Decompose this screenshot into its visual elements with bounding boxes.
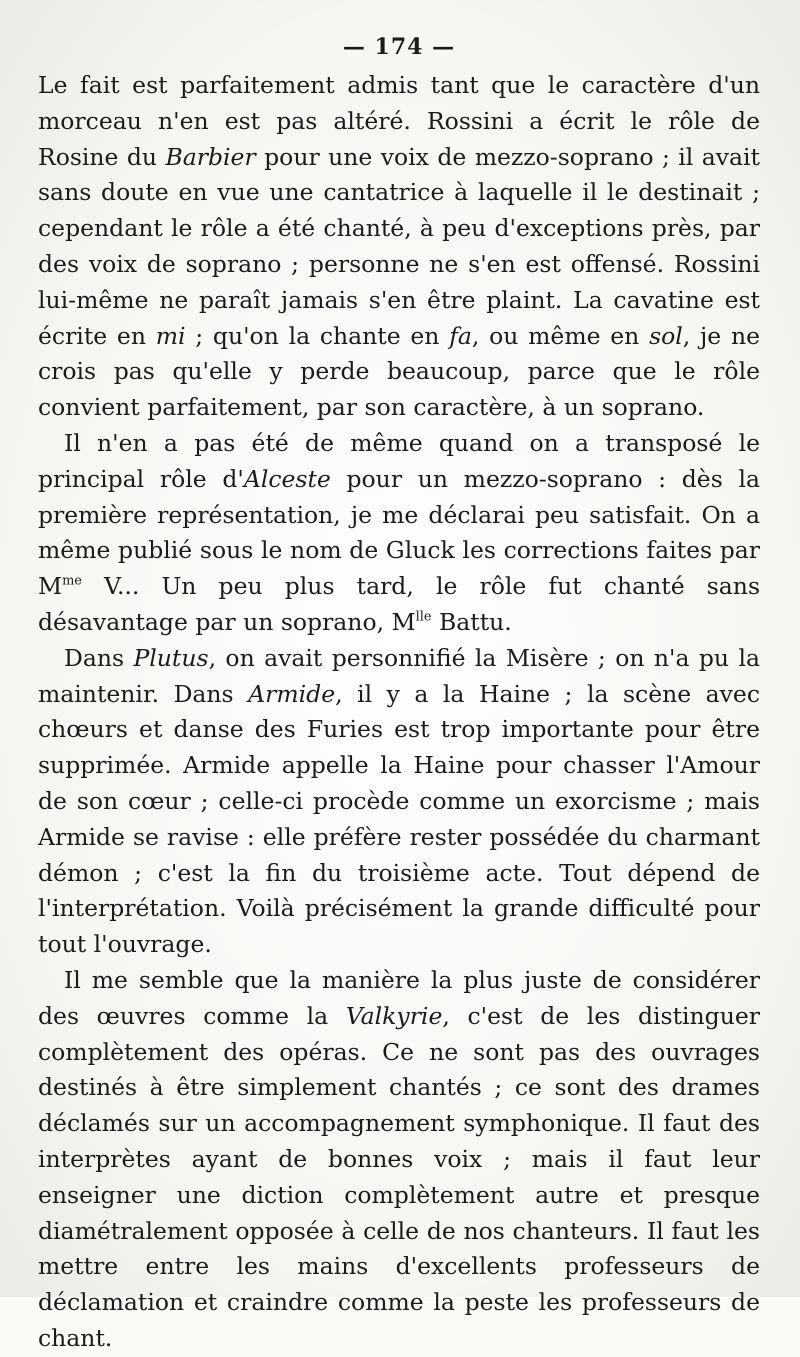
text-run: V... Un peu plus tard, le rôle fut chanté sans désavantage par un soprano, M [38,572,760,636]
italic-text: Valkyrie [345,1001,443,1030]
page-number: — 174 — [342,34,456,60]
text-run: Dans [64,643,134,672]
italic-text: Plutus [133,643,209,672]
text-run: Le fait est parfaitement admis tant que le caractère d'un morceau n'en est pas altéré. Rossini a écrit le rôle de Rosine du [38,71,760,171]
text-run: , il y a la Haine ; la scène avec chœurs et danse des Furies est trop importante pour être supprimée. Armide appelle la Haine pour chasser l'Amour de son cœur ; celle-ci procède comme un exorcisme ; mais Armide se ravise : elle préfère rester possédée du charmant démon ; c'est la fin du troisième acte. Tout dépend de l'interprétation. Voilà précisément la grande difficulté pour tout l'ouvrage. [38,679,761,959]
paragraph [38,426,760,641]
paragraph [38,963,760,1357]
italic-text: sol [649,321,683,350]
italic-text: Alceste [243,464,331,493]
italic-text: fa [449,321,472,350]
text-run: , ou même en [471,321,650,350]
text-run: , c'est de les distinguer complètement des opéras. Ce ne sont pas des ouvrages destinés à être simplement chantés ; ce sont des drames déclamés sur un accompagnement symphonique. Il faut des interprètes ayant de bonnes voix ; mais il faut leur enseigner une diction complètement autre et presque diamétralement opposée à celle de nos chanteurs. Il faut les mettre entre les mains d'excellents professeurs de déclamation et craindre comme la peste les professeurs de chant. [38,1001,760,1352]
body-text [38,68,760,1357]
italic-text: mi [155,321,186,350]
paragraph [38,68,760,426]
paragraph [38,641,760,963]
text-run: Il n'en a pas été de même quand on a transposé le principal rôle d' [38,428,760,493]
text-run: Battu. [431,607,512,636]
text-run: , on avait personnifié la Misère ; on n'a pu la maintenir. Dans [38,643,760,708]
text-run: , je ne crois pas qu'elle y perde beaucoup, parce que le rôle convient parfaitement, par son caractère, à un soprano. [38,321,760,422]
text-run: pour une voix de mezzo-soprano ; il avait sans doute en vue une cantatrice à laquelle il le destinait ; cependant le rôle a été chanté, à peu d'exceptions près, par des voix de soprano ; personne ne s'en est offensé. Rossini lui-même ne paraît jamais s'en être plaint. La cavatine est écrite en [38,142,760,350]
italic-text: Armide [248,679,336,708]
text-run: ; qu'on la chante en [185,321,450,350]
text-run: pour un mezzo-soprano : dès la première représentation, je me déclarai peu satisfait. On a même publié sous le nom de Gluck les corrections faites par M [38,464,760,601]
superscript: me [62,573,82,589]
italic-text: Barbier [165,142,256,171]
superscript: lle [415,609,432,625]
text-run: Il me semble que la manière la plus juste de considérer des œuvres comme la [38,965,760,1030]
